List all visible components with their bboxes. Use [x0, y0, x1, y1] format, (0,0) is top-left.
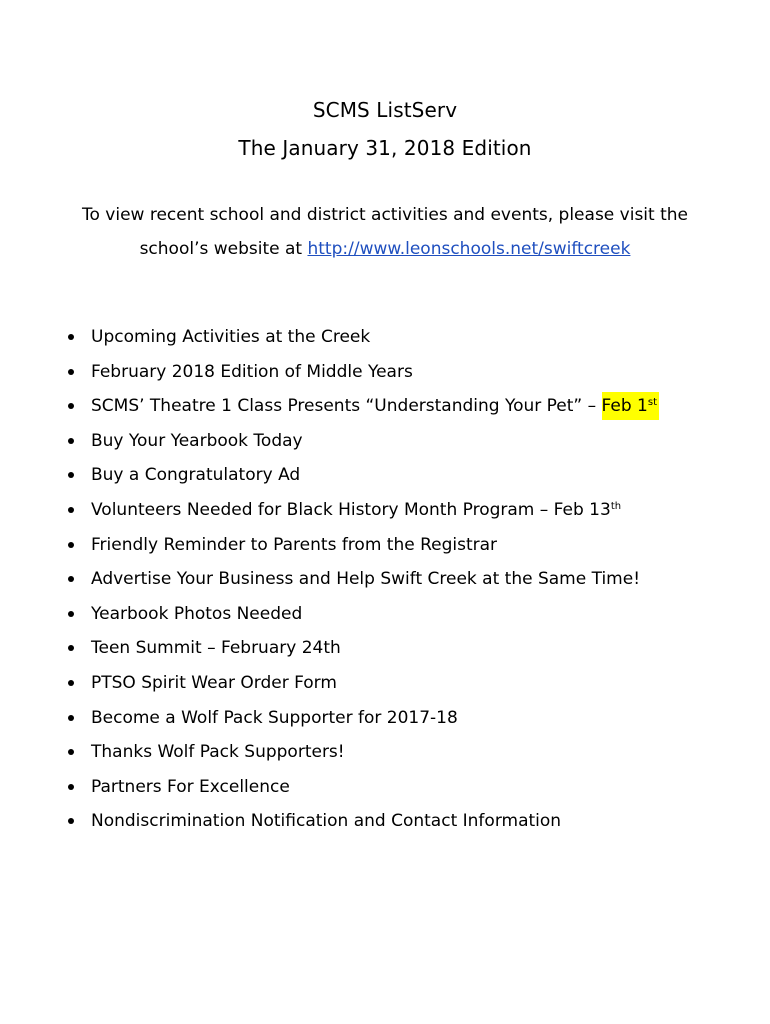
item-text: PTSO Spirit Wear Order Form	[91, 672, 337, 693]
item-text: Upcoming Activities at the Creek	[91, 327, 371, 347]
item-text: Advertise Your Business and Help Swift Creek at the Same Time!	[91, 569, 641, 590]
list-item	[0, 770, 659, 805]
list-item	[0, 355, 659, 390]
bullet-icon	[68, 784, 74, 790]
item-text: Yearbook Photos Needed	[91, 603, 303, 624]
list-item	[0, 804, 659, 839]
list-item	[0, 528, 659, 563]
bullet-icon	[68, 715, 74, 721]
bullet-icon	[68, 542, 74, 548]
document-title: SCMS ListServ	[312, 98, 458, 122]
list-item	[0, 424, 659, 459]
item-text: Partners For Excellence	[91, 776, 290, 797]
list-item	[0, 493, 659, 528]
ordinal-suffix: st	[647, 397, 658, 409]
bullet-icon	[68, 645, 74, 651]
bullet-icon	[68, 818, 74, 824]
edition-date: The January 31, 2018 Edition	[238, 136, 532, 160]
list-item	[0, 701, 659, 736]
list-item	[0, 458, 659, 493]
list-item	[0, 320, 659, 355]
highlighted-date	[602, 392, 659, 420]
bullet-icon	[68, 403, 74, 409]
list-item	[0, 735, 659, 770]
bullet-icon	[68, 369, 74, 375]
item-text: Friendly Reminder to Parents from the Registrar	[91, 534, 498, 555]
list-item	[0, 389, 659, 424]
list-item	[0, 666, 659, 701]
list-item	[0, 562, 659, 597]
highlight-text: Feb 1	[601, 396, 648, 417]
bullet-icon	[68, 680, 74, 686]
item-text: Thanks Wolf Pack Supporters!	[91, 742, 345, 763]
bullet-icon	[68, 334, 74, 340]
item-text: Buy Your Yearbook Today	[91, 430, 303, 451]
list-item	[0, 597, 659, 632]
item-text: Nondiscrimination Notification and Contact Information	[91, 811, 562, 832]
item-text: Teen Summit – February 24th	[91, 638, 341, 659]
bullet-icon	[68, 611, 74, 617]
topics-list	[0, 320, 659, 839]
bullet-icon	[68, 749, 74, 755]
item-text: Become a Wolf Pack Supporter for 2017-18	[91, 707, 458, 728]
school-website-link[interactable]: http://www.leonschools.net/swiftcreek	[307, 239, 631, 259]
bullet-icon	[68, 576, 74, 582]
bullet-icon	[68, 472, 74, 478]
bullet-icon	[68, 438, 74, 444]
item-text: Buy a Congratulatory Ad	[91, 465, 301, 486]
bullet-icon	[68, 507, 74, 513]
ordinal-suffix: th	[610, 500, 622, 512]
item-text: Volunteers Needed for Black History Month Program – Feb 13	[91, 499, 611, 520]
item-text: SCMS’ Theatre 1 Class Presents “Understanding Your Pet” –	[91, 396, 602, 417]
intro-text: To view recent school and district activities and events, please visit the school’s website at	[82, 205, 688, 259]
item-text: February 2018 Edition of Middle Years	[91, 361, 413, 382]
list-item	[0, 631, 659, 666]
intro-paragraph	[50, 198, 720, 266]
